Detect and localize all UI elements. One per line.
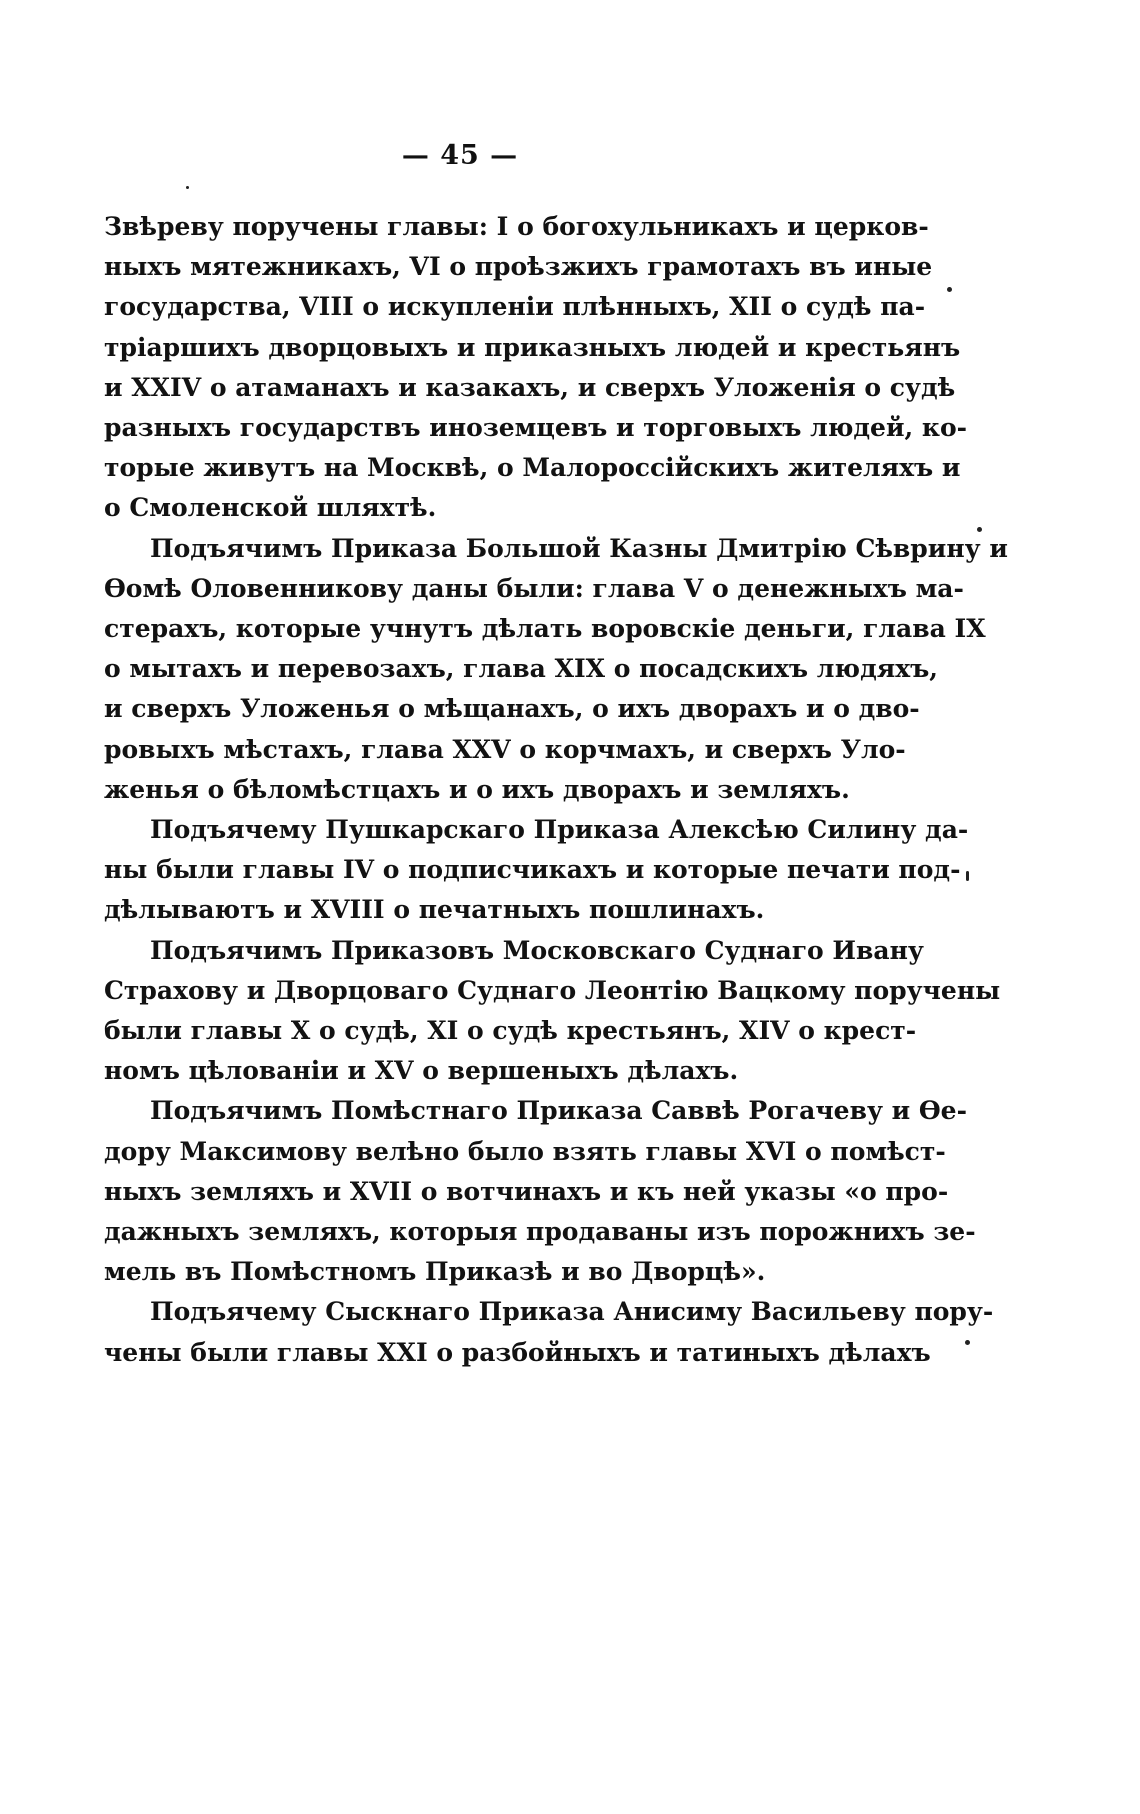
- text-line: были главы X о судѣ, XI о судѣ крестьянъ, XIV о крест-: [104, 1016, 917, 1046]
- text-line: торые живутъ на Москвѣ, о Малороссійскихъ жителяхъ и: [104, 453, 961, 483]
- text-line: женья о бѣломѣстцахъ и о ихъ дворахъ и земляхъ.: [104, 774, 850, 804]
- body-text: [104, 207, 1008, 1373]
- page-number: — 45 —: [401, 140, 519, 171]
- text-line: чены были главы XXI о разбойныхъ и татиныхъ дѣлахъ: [104, 1337, 931, 1367]
- paragraph-6: [104, 1292, 994, 1372]
- text-line: дору Максимову велѣно было взять главы XVI о помѣст-: [104, 1136, 946, 1166]
- text-line: и XXIV о атаманахъ и казакахъ, и сверхъ Уложенія о судѣ: [104, 372, 956, 402]
- text-line: Звѣреву поручены главы: I о богохульникахъ и церков-: [104, 212, 929, 241]
- text-line: Страхову и Дворцоваго Суднаго Леонтію Вацкому поручены: [104, 975, 1001, 1005]
- text-line: ны были главы IV о подписчикахъ и которые печати под-: [104, 855, 961, 885]
- text-line: Подъячему Сыскнаго Приказа Анисиму Васильеву пору-: [150, 1297, 994, 1327]
- text-line: Подъячему Пушкарскаго Приказа Алексѣю Силину да-: [150, 815, 969, 845]
- text-line: номъ цѣлованіи и XV о вершеныхъ дѣлахъ.: [104, 1056, 739, 1086]
- text-line: тріаршихъ дворцовыхъ и приказныхъ людей и крестьянъ: [104, 332, 961, 362]
- text-line: дажныхъ земляхъ, которыя продаваны изъ порожнихъ зе-: [104, 1217, 976, 1247]
- text-line: Ѳомѣ Оловенникову даны были: глава V о денежныхъ ма-: [104, 573, 964, 603]
- paragraph-2: [104, 529, 1008, 810]
- paragraph-4: [104, 931, 1001, 1092]
- text-line: о мытахъ и перевозахъ, глава XIX о посадскихъ людяхъ,: [104, 654, 938, 684]
- text-line: ныхъ мятежникахъ, VI о проѣзжихъ грамотахъ въ иные: [104, 252, 933, 282]
- text-line: государства, VIII о искупленіи плѣнныхъ, XII о судѣ па-: [104, 292, 926, 322]
- scan-speck: [186, 186, 189, 189]
- scan-speck: [977, 527, 982, 532]
- scan-speck: [947, 287, 952, 292]
- scan-speck: [966, 871, 969, 881]
- text-line: Подъячимъ Приказа Большой Казны Дмитрію Сѣврину и: [150, 533, 1008, 563]
- text-line: разныхъ государствъ иноземцевъ и торговыхъ людей, ко-: [104, 413, 968, 443]
- text-line: стерахъ, которые учнутъ дѣлать воровскіе деньги, глава IX: [104, 614, 986, 644]
- text-line: Подъячимъ Помѣстнаго Приказа Саввѣ Рогачеву и Ѳе-: [150, 1096, 967, 1126]
- text-line: ныхъ земляхъ и XVII о вотчинахъ и къ ней указы «о про-: [104, 1176, 949, 1206]
- text-line: о Смоленской шляхтѣ.: [104, 493, 437, 523]
- text-line: и сверхъ Уложенья о мѣщанахъ, о ихъ дворахъ и о дво-: [104, 694, 920, 724]
- text-line: дѣлываютъ и XVIII о печатныхъ пошлинахъ.: [104, 895, 765, 925]
- paragraph-3: [104, 810, 969, 931]
- paragraph-5: [104, 1091, 976, 1292]
- paragraph-1: [104, 207, 968, 529]
- text-line: ровыхъ мѣстахъ, глава XXV о корчмахъ, и сверхъ Уло-: [104, 734, 906, 764]
- scan-speck: [965, 1340, 970, 1345]
- text-line: мель въ Помѣстномъ Приказѣ и во Дворцѣ».: [104, 1257, 766, 1287]
- text-line: Подъячимъ Приказовъ Московскаго Суднаго Ивану: [150, 935, 924, 965]
